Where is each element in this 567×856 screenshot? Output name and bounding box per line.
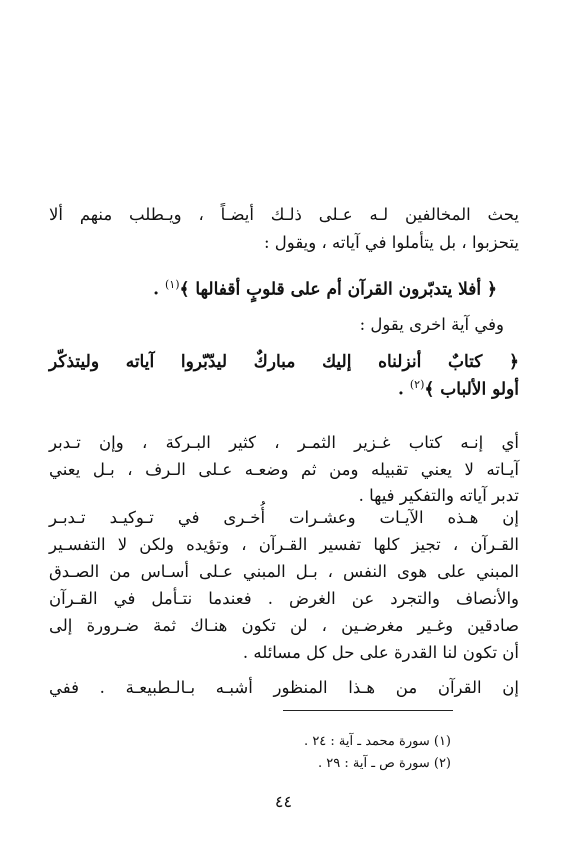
paragraph-1-line-2: يتحزبوا ، بل يتأملوا في آياته ، ويقول : — [264, 233, 519, 252]
paragraph-1-line-1: يحث المخالفين لـه عـلى ذلـك أيضـاً ، ويـطلب منهم ألا — [49, 205, 519, 224]
ayah-2-line-2 — [49, 373, 519, 402]
paragraph-4-line-1: إن القرآن من هـذا المنظور أشبـه بـالـطبيعـة . ففي — [49, 678, 519, 697]
ayah-2-line-2-text: أولو الألباب ﴾ — [424, 379, 519, 400]
paragraph-2-line-2: آيـاته لا يعني تقبيله ومن ثم وضعـه عـلى الـرف ، بـل يعني — [49, 460, 519, 479]
paragraph-3-line-4: والأنصاف والتجرد عن الغرض . فعندما نتـأمل في القـرآن — [49, 589, 519, 608]
ayah-1-text: ﴿ أفلا يتدبّرون القرآن أم على قلوبٍ أقفالها ﴾ — [179, 279, 497, 300]
paragraph-3-line-1: إن هـذه الآيـات وعشـرات أُخـرى في تـوكيـد تـدبـر — [49, 508, 519, 527]
intro-2: وفي آية اخرى يقول : — [359, 315, 504, 334]
footnote-1: (١) سورة محمد ـ آية : ٢٤ . — [304, 734, 451, 749]
page-number: ٤٤ — [274, 792, 293, 811]
paragraph-3-line-6: أن تكون لنا القدرة على حل كل مسائله . — [242, 643, 519, 662]
footnote-2: (٢) سورة ص ـ آية : ٢٩ . — [318, 756, 451, 771]
ayah-2-line-1: ﴿ كتابٌ أنزلناه إليك مباركٌ ليدّبّروا آياته وليتذكّر — [49, 352, 519, 372]
ayah-2-footnote-ref: (٢) — [409, 378, 425, 391]
paragraph-3-line-5: صادقين وغـير مغرضـين ، لن تكون هنـاك ثمة ضـرورة إلى — [49, 616, 519, 635]
ayah-1-footnote-ref: (١) — [164, 278, 180, 291]
paragraph-2-line-1: أي إنـه كتاب غـزير الثمـر ، كثير البـركة ، وإن تـدبر — [49, 433, 519, 452]
footnote-separator — [283, 710, 453, 711]
ayah-1-tail: . — [153, 279, 165, 300]
ayah-2-tail: . — [398, 379, 410, 400]
paragraph-3-line-2: القـرآن ، تجيز كلها تفسير القـرآن ، وتؤيده ولكن لا التفسـير — [49, 535, 519, 554]
paragraph-3-line-3: المبني على هوى النفس ، بـل المبني عـلى أسـاس من الصـدق — [49, 562, 519, 581]
paragraph-2-line-3: تدبر آياته والتفكير فيها . — [358, 486, 519, 505]
ayah-1 — [27, 273, 497, 302]
